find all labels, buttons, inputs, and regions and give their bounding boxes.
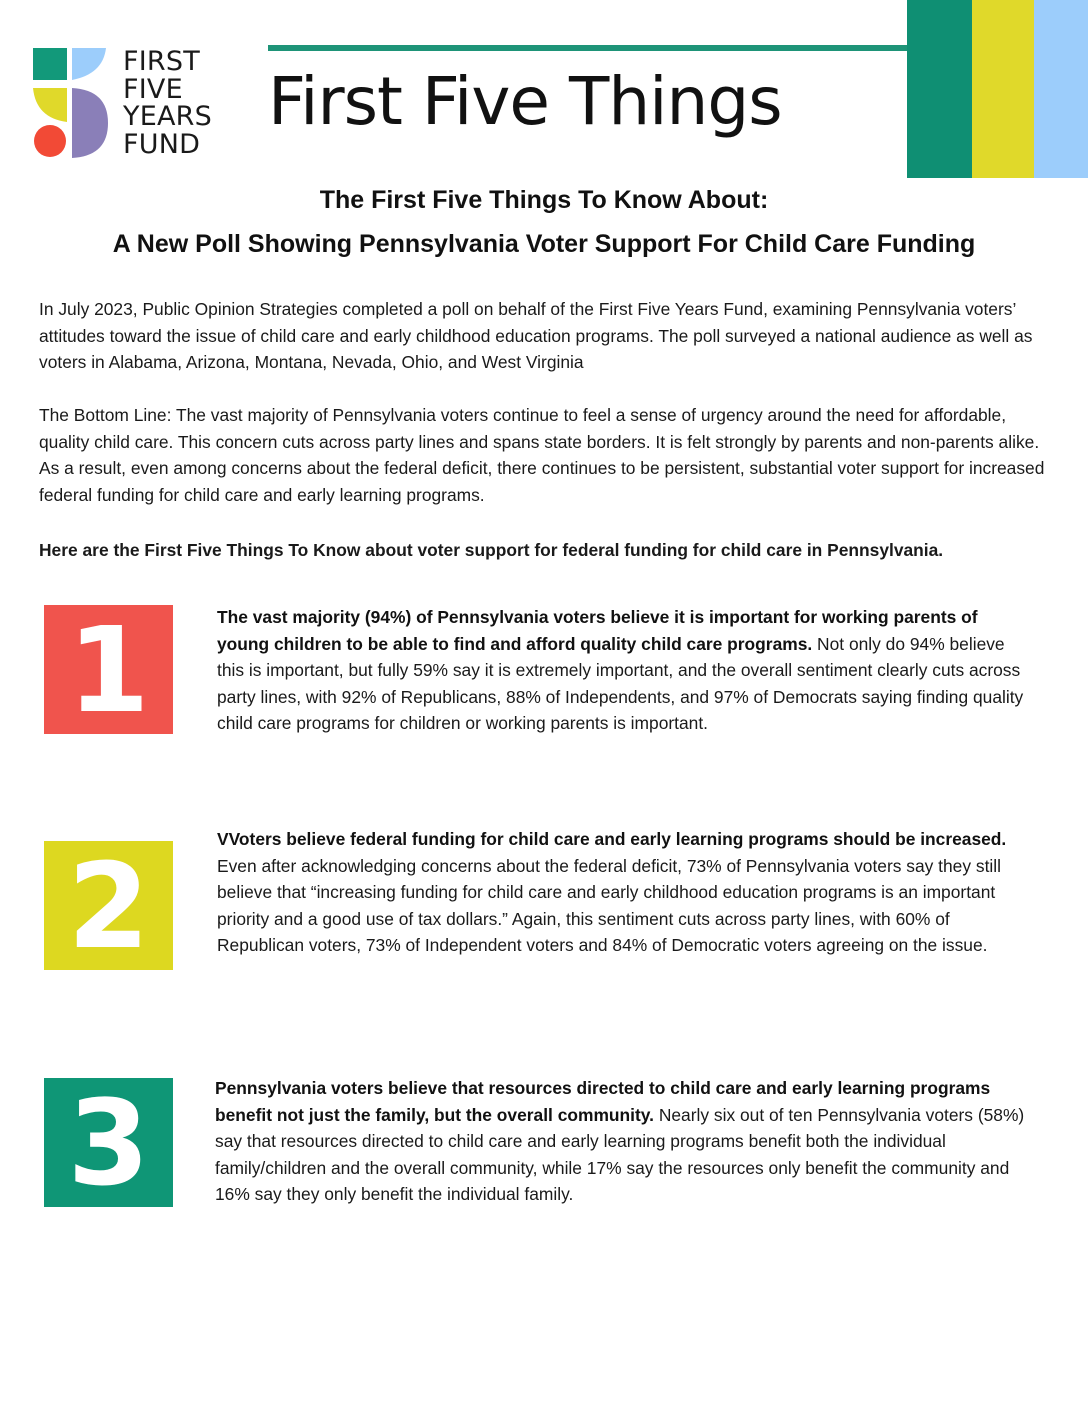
logo-wordmark: [123, 48, 212, 158]
headline-line-1: The First Five Things To Know About:: [319, 186, 769, 214]
logo-blue-shape: [72, 48, 106, 80]
item-1-bold: The vast majority (94%) of Pennsylvania voters believe it is important for working parents of young children to be able to find and afford quality child care programs.: [217, 607, 978, 654]
logo-word-line: FIVE: [123, 73, 183, 105]
logo-purple-shape: [72, 88, 108, 158]
lead-in-paragraph: Here are the First Five Things To Know about voter support for federal funding for child care in Pennsylvania.: [39, 540, 944, 560]
logo-word-line: YEARS: [123, 101, 212, 132]
header-stripe-yellow: [972, 0, 1034, 178]
item-3: [215, 1075, 1030, 1208]
logo-red-circle: [34, 125, 66, 157]
bottom-line-paragraph: The Bottom Line: The vast majority of Pennsylvania voters continue to feel a sense of urgency around the need for affordable, quality child care. This concern cuts across party lines and spans state borders. It is felt strongly by parents and non-parents alike. As a result, even among concerns about the federal deficit, there continues to be persistent, substantial voter support for increased federal funding for child care and early learning programs.: [39, 405, 1045, 505]
item-2-text: Even after acknowledging concerns about the federal deficit, 73% of Pennsylvania voters say they still believe that “increasing funding for child care and early childhood education programs is an important priority and a good use of tax dollars.” Again, this sentiment cuts across party lines, with 60% of Republican voters, 73% of Independent voters and 84% of Democratic voters agreeing on the issue.: [217, 855, 1001, 956]
headline-line-2: A New Poll Showing Pennsylvania Voter Support For Child Care Funding: [112, 230, 976, 258]
item-3-text: Nearly six out of ten Pennsylvania voters (58%) say that resources directed to child care and early learning programs benefit both the individual family/children and the overall community, while 17% say the resources only benefit the community and 16% say they only benefit the individual family.: [215, 1104, 1025, 1205]
item-1-text: Not only do 94% believe this is important, but fully 59% say it is extremely important, and the overall sentiment clearly cuts across party lines, with 92% of Republicans, 88% of Independents, and 97% of Democrats saying finding quality child care programs for children or working parents is important.: [217, 633, 1024, 734]
intro-paragraph: In July 2023, Public Opinion Strategies completed a poll on behalf of the First Five Years Fund, examining Pennsylvania voters’ attitudes toward the issue of child care and early childhood education programs. The poll surveyed a national audience as well as voters in Alabama, Arizona, Montana, Nevada, Ohio, and West Virginia: [39, 299, 1033, 373]
logo-yellow-shape: [33, 88, 67, 122]
logo-teal-square: [33, 48, 67, 80]
header-stripe-blue: [1034, 0, 1088, 178]
header-rule: [268, 45, 908, 51]
number-box-1: 1: [44, 605, 173, 734]
item-2-bold: VVoters believe federal funding for child care and early learning programs should be increased.: [217, 829, 1007, 849]
item-3-bold: Pennsylvania voters believe that resources directed to child care and early learning programs benefit not just the family, but the overall community.: [215, 1078, 991, 1125]
logo-word-line: FUND: [123, 128, 201, 160]
number-box-2: 2: [44, 841, 173, 970]
item-2: [217, 826, 1032, 959]
logo-word-line: FIRST: [123, 46, 200, 77]
number-box-3: 3: [44, 1078, 173, 1207]
brand-title: First Five Things: [268, 63, 782, 140]
item-1: [217, 604, 1032, 737]
header-stripe-teal: [907, 0, 972, 178]
